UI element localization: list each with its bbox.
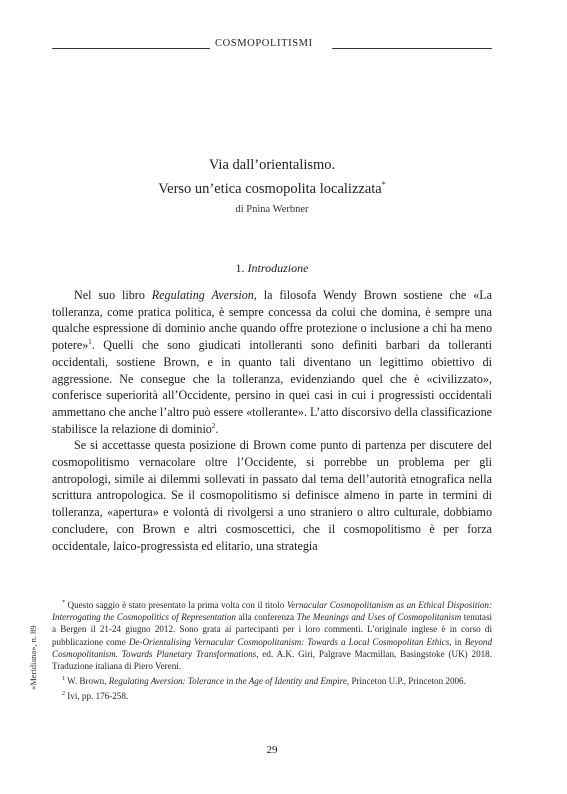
p1-text-b: , la filosofa Wendy Brown sostiene che «La tolleranza, come pratica politica, è sempre concessa da colui che domina, è sempre una qualche espressione di dominio anche quando offre protezione o inclusione a chi ha meno potere»	[52, 288, 492, 353]
fn0-text-e: , ed. A.K. Giri, Palgrave Macmillan, Basingstoke (UK) 2018. Traduzione italiana di Piero Vereni.	[52, 648, 492, 672]
section-heading	[52, 261, 492, 276]
header-rule-right	[332, 48, 492, 49]
footnote-1-marker: 1	[62, 676, 65, 683]
article-author: di Pnina Werbner	[235, 204, 309, 215]
footnote-ref-2[interactable]: 2	[211, 421, 216, 430]
footnote-star	[52, 599, 492, 672]
article-title-line2: Verso un’etica cosmopolita localizzata	[158, 180, 382, 197]
paragraph-1	[52, 287, 492, 437]
p1-text-a: Nel suo libro	[74, 288, 152, 302]
article-title-line2-wrap	[52, 175, 492, 199]
fn1-title: Regulating Aversion: Tolerance in the Age of Identity and Empire	[108, 676, 347, 687]
footnote-ref-1[interactable]: 1	[88, 338, 92, 347]
p1-text-c: . Quelli che sono giudicati intolleranti sono definiti barbari da tolleranti occidentali, sostiene Brown, e in quanto tali diventano un legittimo obiettivo di aggressione. Ne consegue che la tolleranza, evidenziando quel che è «civilizzato», conferisce superiorità all’Occidente, persino in quei casi in cui i progressisti occidentali ammettano che anche l’altro può essere «tollerante». L’atto discorsivo della classificazione stabilisce la relazione di dominio	[52, 338, 492, 436]
p1-text-d: .	[215, 421, 219, 436]
running-header-title: COSMOPOLITISMI	[215, 38, 313, 49]
article-title	[52, 155, 492, 199]
fn0-text-c: tenutasi a Bergen il 21-24 giugno 2012. Sono grata ai partecipanti per i loro commenti. L’originale inglese è in corso di pubblicazione come	[52, 612, 493, 647]
section-number: 1.	[235, 261, 245, 275]
fn0-title2: De-Orientalising Vernacular Cosmopolitanism: Towards a Local Cosmopolitan Ethics	[128, 636, 450, 647]
page-number: 29	[266, 744, 278, 756]
fn0-title3: Beyond Cosmopolitanism. Towards Planetary Transformations	[52, 636, 493, 659]
running-header	[52, 37, 492, 53]
body-text	[52, 287, 492, 554]
fn2-text-a: Ivi, pp. 176-258.	[65, 691, 129, 702]
title-footnote-marker: *	[381, 180, 386, 189]
fn0-text-a: Questo saggio è stato presentato la prima volta con il titolo	[65, 600, 287, 610]
fn0-title1: Vernacular Cosmopolitanism as an Ethical Disposition: Interrogating the Cosmopolitics of Representation	[52, 600, 492, 623]
p1-book-title: Regulating Aversion	[151, 288, 254, 302]
fn1-text-a: W. Brown,	[65, 676, 109, 687]
fn1-text-b: , Princeton U.P., Princeton 2006.	[346, 676, 466, 687]
paragraph-2: Se si accettasse questa posizione di Brown come punto di partenza per discutere del cosmopolitismo vernacolare oltre l’Occidente, si porrebbe un problema per gli antropologi, simile ai dilemmi sollevati in passato dal tema dell’autorità etnografica nella scrittura antropologica. Se il cosmopolitismo si definisce almeno in parte in termini di tolleranza, «apertura» e volontà di rivolgersi a uno straniero o altro culturale, dobbiamo concludere, con Brown e altri cosmoscettici, che il cosmopolitismo è per forza occidentale, laico-progressista ed elitario, una strategia	[52, 438, 492, 553]
footnotes	[52, 599, 492, 703]
fn0-conference: The Meanings and Uses of Cosmopolitanism	[296, 612, 462, 623]
header-rule-left	[52, 48, 210, 49]
footnote-2	[52, 690, 492, 702]
section-title: Introduzione	[247, 261, 309, 275]
footnote-star-marker: *	[62, 599, 65, 606]
fn0-text-d: , in	[449, 636, 465, 647]
article-title-line1: Via dall’orientalismo.	[208, 157, 336, 173]
journal-sidebar-label: «Meridiana», n. 89	[28, 625, 38, 690]
footnote-2-marker: 2	[62, 691, 65, 698]
fn0-text-b: alla conferenza	[235, 612, 297, 623]
footnote-1	[52, 675, 492, 687]
